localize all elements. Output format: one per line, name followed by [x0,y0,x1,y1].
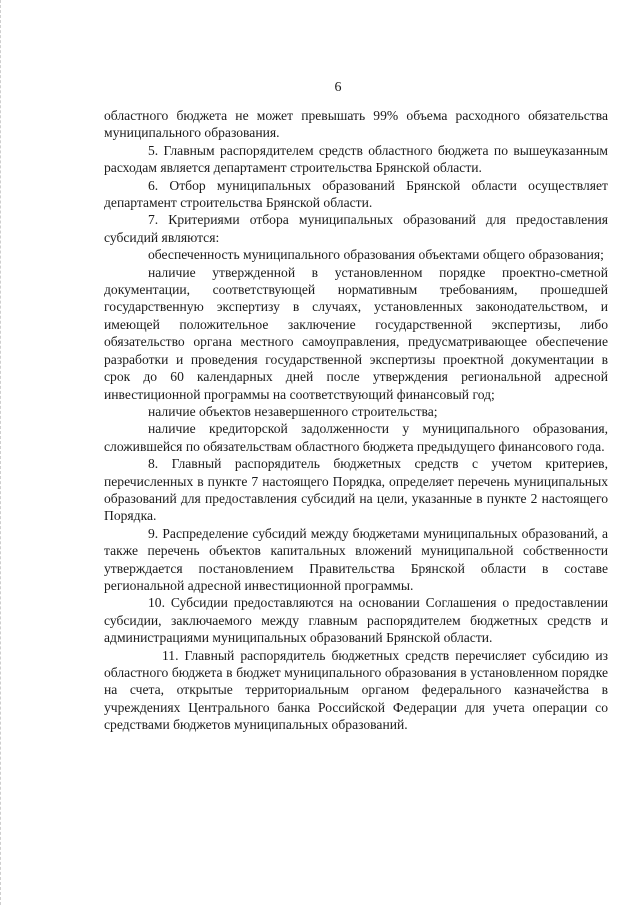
paragraph-10-agreement: 10. Субсидии предоставляются на основании Соглашения о предоставлении субсидии, заключаемого между главным распорядителем бюджетных средств и администрациями муниципальных образований Брянской области. [104,595,608,646]
paragraph-8-list: 8. Главный распорядитель бюджетных средств с учетом критериев, перечисленных в пункте 7 настоящего Порядка, определяет перечень муниципальных образований для предоставления субсидий на цели, указанные в пункте 2 настоящего Порядка. [104,456,608,524]
criterion-debt: наличие кредиторской задолженности у муниципального образования, сложившейся по обязательствам областного бюджета предыдущего финансового года. [104,421,608,454]
paragraph-1: областного бюджета не может превышать 99% объема расходного обязательства муниципального образования. [104,108,608,141]
page-number: 6 [334,80,342,95]
paragraph-7-criteria: 7. Критериями отбора муниципальных образований для предоставления субсидий являются: [104,212,608,245]
criterion-provision: обеспеченность муниципального образования объектами общего образования; [148,247,604,263]
criterion-unfinished-construction: наличие объектов незавершенного строительства; [148,403,438,419]
paragraph-6-selection: 6. Отбор муниципальных образований Брянской области осуществляет департамент строительства Брянской области. [104,177,608,211]
scan-left-edge [0,0,4,905]
paragraph-9-distribution: 9. Распределение субсидий между бюджетами муниципальных образований, а также перечень объектов капитальных вложений муниципальной собственности утверждается постановлением Правительства Брянской области в составе региональной адресной инвестиционной программы. [104,525,608,593]
document-body [104,107,608,734]
criterion-documentation: наличие утвержденной в установленном порядке проектно-сметной документации, соответствующей нормативным требованиям, прошедшей государственную экспертизу в случаях, установленных законодательством, и имеющей положительное заключение государственной экспертизы, либо обязательство органа местного самоуправления, предусматривающее обеспечение разработки и проведения государственной экспертизы проектной документации в срок до 60 календарных дней после утверждения региональной адресной инвестиционной программы на соответствующий финансовый год; [104,264,608,402]
paragraph-11-transfer: 11. Главный распорядитель бюджетных средств перечисляет субсидию из областного бюджета в бюджет муниципального образования в установленном порядке на счета, открытые территориальным органом федерального казначейства в учреждениях Центрального банка Российской Федерации для учета операции со средствами бюджетов муниципальных образований. [104,647,608,733]
paragraph-5-main-spender: 5. Главным распорядителем средств областного бюджета по вышеуказанным расходам является департамент строительства Брянской области. [104,142,608,176]
